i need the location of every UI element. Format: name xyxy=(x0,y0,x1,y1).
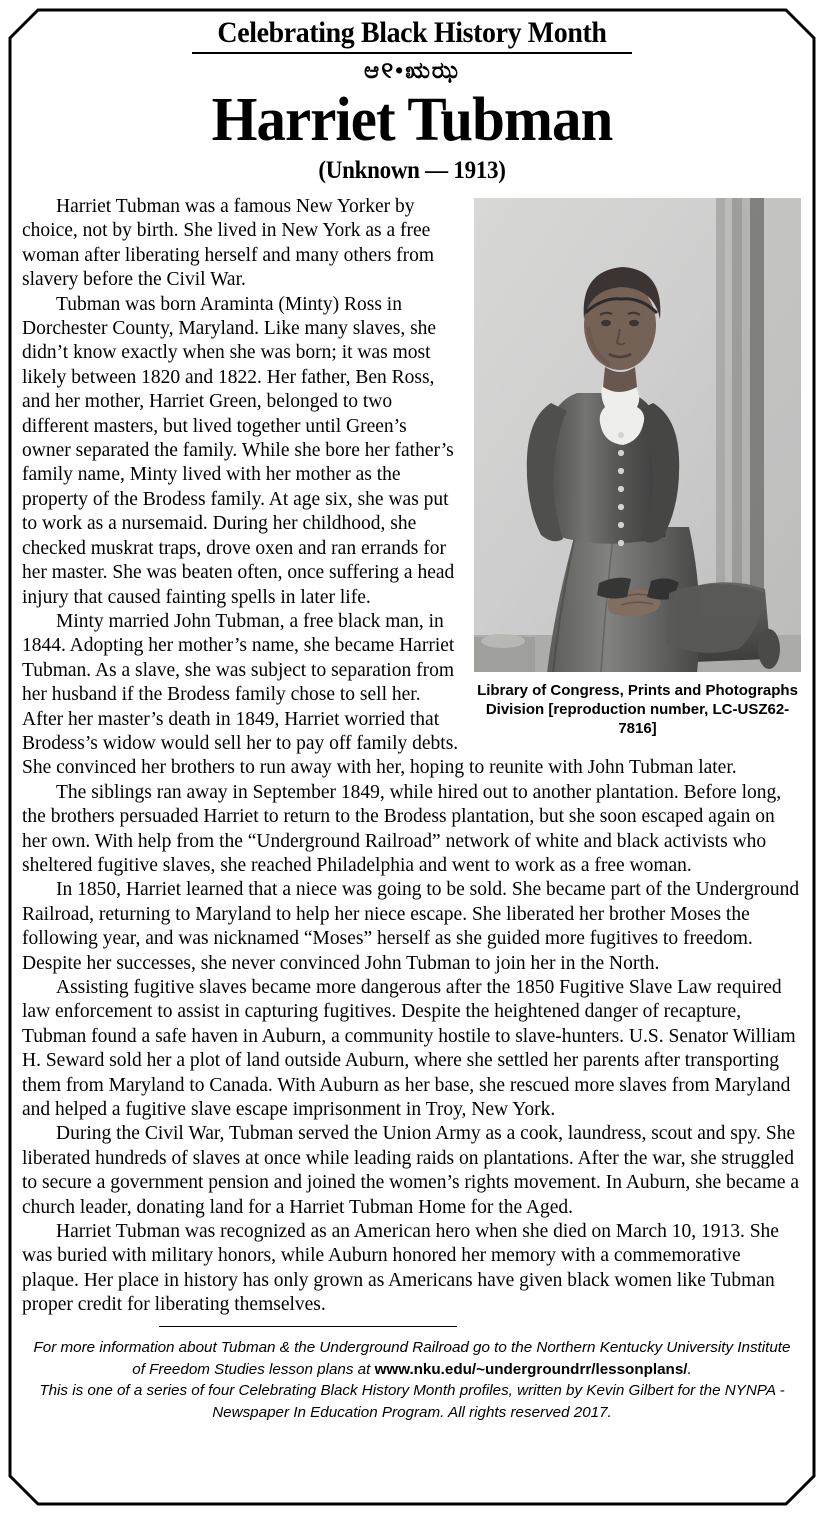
harriet-tubman-portrait-photo xyxy=(473,197,802,673)
article-paragraph: During the Civil War, Tubman served the Union Army as a cook, laundress, scout and spy. She liberated hundreds of slaves at once while leading raids on plantations. After the war, she struggled to secure a government pension and joined the women’s rights movement. In Auburn, she became a church leader, donating land for a Harriet Tubman Home for the Aged. xyxy=(22,1123,800,1218)
article-paragraph: In 1850, Harriet learned that a niece was going to be sold. She became part of the Underground Railroad, returning to Maryland to help her niece escape. She liberated her brother Moses the following year, and was nicknamed “Moses” herself as she guided more fugitives to freedom. Despite her successes, she never convinced John Tubman to join her in the North. xyxy=(22,879,800,974)
footer-line1-pre: For more information about Tubman & the Underground Railroad go to the Northern Kentucky University Institute of Freedom Studies lesson plans at xyxy=(33,1339,791,1378)
footer-divider xyxy=(159,1326,457,1328)
article-paragraph: Harriet Tubman was recognized as an American hero when she died on March 10, 1913. She was buried with military honors, while Auburn honored her memory with a commemorative plaque. Her place in history has only grown as Americans have given black women like Tubman proper credit for liberating themselves. xyxy=(22,1221,779,1316)
footer-line1-post: . xyxy=(687,1360,692,1378)
article-paragraph: Minty married John Tubman, a free black man, in 1844. Adopting her mother’s name, she became Harriet Tubman. As a slave, she was subject to separation from her husband if the Brodess family chose to sell her. After her master’s death in 1849, Harriet worried that Brodess’s widow would sell her to pay off family debts. She convinced her brothers to run away with her, hoping to reunite with John Tubman later. xyxy=(22,610,737,779)
article-body xyxy=(22,195,802,1318)
lifespan-subtitle: (Unknown — 1913) xyxy=(318,157,506,184)
article-paragraph: Assisting fugitive slaves became more dangerous after the 1850 Fugitive Slave Law required law enforcement to assist in capturing fugitives. Despite the heightened danger of recapture, Tubman found a safe haven in Auburn, a community hostile to slave-hunters. U.S. Senator William H. Seward sold her a plot of land outside Auburn, where she settled her parents after transporting them from Maryland to Canada. With Auburn as her base, she rescued more slaves from Maryland and helped a fugitive slave escape imprisonment in Troy, New York. xyxy=(22,977,796,1121)
footer-credits xyxy=(22,1337,802,1423)
article-paragraph: The siblings ran away in September 1849, while hired out to another plantation. Before long, the brothers persuaded Harriet to return to the Brodess plantation, but she soon escaped again on her own. With help from the “Underground Railroad” network of white and black activists who sheltered fugitive slaves, she reached Philadelphia and went to work as a free woman. xyxy=(22,781,782,876)
portrait-figure xyxy=(473,197,802,738)
poster-content xyxy=(8,8,816,1506)
masthead xyxy=(22,16,802,186)
footer-line2: This is one of a series of four Celebrating Black History Month profiles, written by Kevin Gilbert for the NYNPA - Newspaper In Education Program. All rights reserved 2017. xyxy=(39,1382,785,1421)
page-title: Harriet Tubman xyxy=(211,86,613,154)
footer-url-link[interactable]: www.nku.edu/~undergroundrr/lessonplans/ xyxy=(374,1360,688,1378)
article-paragraph: Tubman was born Araminta (Minty) Ross in Dorchester County, Maryland. Like many slaves, she didn’t know exactly when she was born; it was most likely between 1820 and 1822. Her father, Ben Ross, and her mother, Harriet Green, belonged to two different masters, but lived together until Green’s owner separated the family. While she bore her father’s family name, Minty lived with her mother as the property of the Brodess family. At age six, she was put to work as a nursemaid. During her childhood, she checked muskrat traps, drove oxen and ran errands for her master. She was beaten often, once suffering a head injury that caused fainting spells in later life. xyxy=(22,293,455,608)
kicker-title: Celebrating Black History Month xyxy=(217,16,607,49)
photo-caption: Library of Congress, Prints and Photographs Division [reproduction number, LC-USZ62-7816] xyxy=(477,682,798,737)
article-paragraph: Harriet Tubman was a famous New Yorker by choice, not by birth. She lived in New York as a free woman after liberating herself and many others from slavery before the Civil War. xyxy=(22,196,435,291)
poster-panel xyxy=(8,8,816,1506)
flourish-ornament-icon: ಆ୧•ಋಝ xyxy=(364,58,460,83)
kicker-underline xyxy=(192,52,632,54)
